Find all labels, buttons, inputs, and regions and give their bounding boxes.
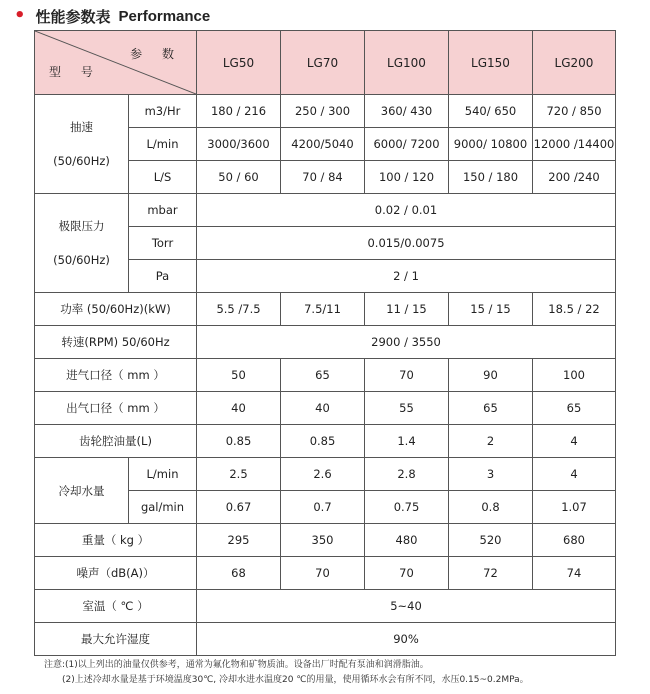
table-row xyxy=(35,359,616,392)
footnote-2: (2)上述冷却水量是基于环境温度30℃, 冷却水进水温度20 ℃的用量，使用循环水会有所不同，水压0.15~0.2MPa。 xyxy=(62,675,529,685)
table-row xyxy=(35,623,616,656)
value-cell: 2.8 xyxy=(365,458,449,491)
model-header: LG50 xyxy=(197,31,281,95)
value-cell: 0.75 xyxy=(365,491,449,524)
model-label: 型 号 xyxy=(49,65,101,79)
cooling-water-label: 冷却水量 xyxy=(35,458,129,524)
value-cell: 100 / 120 xyxy=(365,161,449,194)
value-cell: 3000/3600 xyxy=(197,128,281,161)
section-title xyxy=(14,4,210,28)
value-cell: 6000/ 7200 xyxy=(365,128,449,161)
value-cell: 1.07 xyxy=(533,491,616,524)
model-header: LG100 xyxy=(365,31,449,95)
pumping-speed-freq: (50/60Hz) xyxy=(53,154,110,168)
value-cell: 11 / 15 xyxy=(365,293,449,326)
header-corner-cell xyxy=(35,31,197,95)
value-cell: 65 xyxy=(533,392,616,425)
unit-cell: L/min xyxy=(129,128,197,161)
value-cell: 5.5 /7.5 xyxy=(197,293,281,326)
model-header: LG150 xyxy=(449,31,533,95)
value-cell: 0.85 xyxy=(197,425,281,458)
value-cell: 74 xyxy=(533,557,616,590)
value-cell: 90 xyxy=(449,359,533,392)
value-cell: 70 / 84 xyxy=(281,161,365,194)
value-cell: 4 xyxy=(533,458,616,491)
value-cell: 4200/5040 xyxy=(281,128,365,161)
row-label: 齿轮腔油量(L) xyxy=(35,425,197,458)
value-cell: 50 / 60 xyxy=(197,161,281,194)
value-cell: 4 xyxy=(533,425,616,458)
value-cell: 5~40 xyxy=(197,590,616,623)
value-cell: 0.67 xyxy=(197,491,281,524)
value-cell: 540/ 650 xyxy=(449,95,533,128)
param-label: 参 数 xyxy=(130,47,182,61)
pumping-speed-title: 抽速 xyxy=(70,120,93,134)
header-row xyxy=(35,31,616,95)
bullet-icon: • xyxy=(14,5,26,26)
value-cell: 250 / 300 xyxy=(281,95,365,128)
value-cell: 200 /240 xyxy=(533,161,616,194)
value-cell: 2.5 xyxy=(197,458,281,491)
value-cell: 70 xyxy=(365,359,449,392)
unit-cell: mbar xyxy=(129,194,197,227)
value-cell: 7.5/11 xyxy=(281,293,365,326)
value-cell: 40 xyxy=(197,392,281,425)
value-cell: 9000/ 10800 xyxy=(449,128,533,161)
ultimate-pressure-label xyxy=(35,194,129,293)
value-cell: 2900 / 3550 xyxy=(197,326,616,359)
ultimate-pressure-freq: (50/60Hz) xyxy=(53,253,110,267)
value-cell: 2.6 xyxy=(281,458,365,491)
value-cell: 65 xyxy=(281,359,365,392)
value-cell: 12000 /14400 xyxy=(533,128,616,161)
table-row xyxy=(35,293,616,326)
value-cell: 90% xyxy=(197,623,616,656)
value-cell: 180 / 216 xyxy=(197,95,281,128)
value-cell: 18.5 / 22 xyxy=(533,293,616,326)
row-label: 进气口径（ mm ） xyxy=(35,359,197,392)
table-row xyxy=(35,392,616,425)
unit-cell: Pa xyxy=(129,260,197,293)
unit-cell: L/min xyxy=(129,458,197,491)
value-cell: 150 / 180 xyxy=(449,161,533,194)
footnote-1: 注意:(1)以上列出的油量仅供参考，通常为氟化物和矿物质油。设备出厂时配有泵油和润滑脂油。 xyxy=(44,660,429,670)
value-cell: 68 xyxy=(197,557,281,590)
value-cell: 0.015/0.0075 xyxy=(197,227,616,260)
row-label: 出气口径（ mm ） xyxy=(35,392,197,425)
unit-cell: m3/Hr xyxy=(129,95,197,128)
value-cell: 40 xyxy=(281,392,365,425)
value-cell: 55 xyxy=(365,392,449,425)
value-cell: 680 xyxy=(533,524,616,557)
table-row xyxy=(35,194,616,227)
table-row xyxy=(35,326,616,359)
table-row xyxy=(35,524,616,557)
table-row xyxy=(35,95,616,128)
value-cell: 520 xyxy=(449,524,533,557)
model-header: LG70 xyxy=(281,31,365,95)
ultimate-pressure-title: 极限压力 xyxy=(58,219,105,233)
row-label: 功率 (50/60Hz)(kW) xyxy=(35,293,197,326)
value-cell: 0.7 xyxy=(281,491,365,524)
table-row xyxy=(35,425,616,458)
value-cell: 0.85 xyxy=(281,425,365,458)
value-cell: 100 xyxy=(533,359,616,392)
unit-cell: gal/min xyxy=(129,491,197,524)
unit-cell: L/S xyxy=(129,161,197,194)
value-cell: 65 xyxy=(449,392,533,425)
table-row xyxy=(35,557,616,590)
value-cell: 480 xyxy=(365,524,449,557)
value-cell: 295 xyxy=(197,524,281,557)
value-cell: 360/ 430 xyxy=(365,95,449,128)
row-label: 重量（ kg ） xyxy=(35,524,197,557)
title-cn: 性能参数表 xyxy=(35,7,111,26)
value-cell: 70 xyxy=(365,557,449,590)
value-cell: 0.8 xyxy=(449,491,533,524)
value-cell: 50 xyxy=(197,359,281,392)
table-row xyxy=(35,590,616,623)
value-cell: 2 / 1 xyxy=(197,260,616,293)
value-cell: 720 / 850 xyxy=(533,95,616,128)
value-cell: 350 xyxy=(281,524,365,557)
value-cell: 0.02 / 0.01 xyxy=(197,194,616,227)
performance-table xyxy=(34,30,616,656)
model-header: LG200 xyxy=(533,31,616,95)
value-cell: 3 xyxy=(449,458,533,491)
title-en: Performance xyxy=(118,7,211,25)
row-label: 最大允许湿度 xyxy=(35,623,197,656)
value-cell: 2 xyxy=(449,425,533,458)
unit-cell: Torr xyxy=(129,227,197,260)
row-label: 噪声（dB(A)） xyxy=(35,557,197,590)
value-cell: 70 xyxy=(281,557,365,590)
value-cell: 1.4 xyxy=(365,425,449,458)
value-cell: 15 / 15 xyxy=(449,293,533,326)
value-cell: 72 xyxy=(449,557,533,590)
row-label: 室温（ ℃ ） xyxy=(35,590,197,623)
row-label: 转速(RPM) 50/60Hz xyxy=(35,326,197,359)
table-row xyxy=(35,458,616,491)
pumping-speed-label xyxy=(35,95,129,194)
